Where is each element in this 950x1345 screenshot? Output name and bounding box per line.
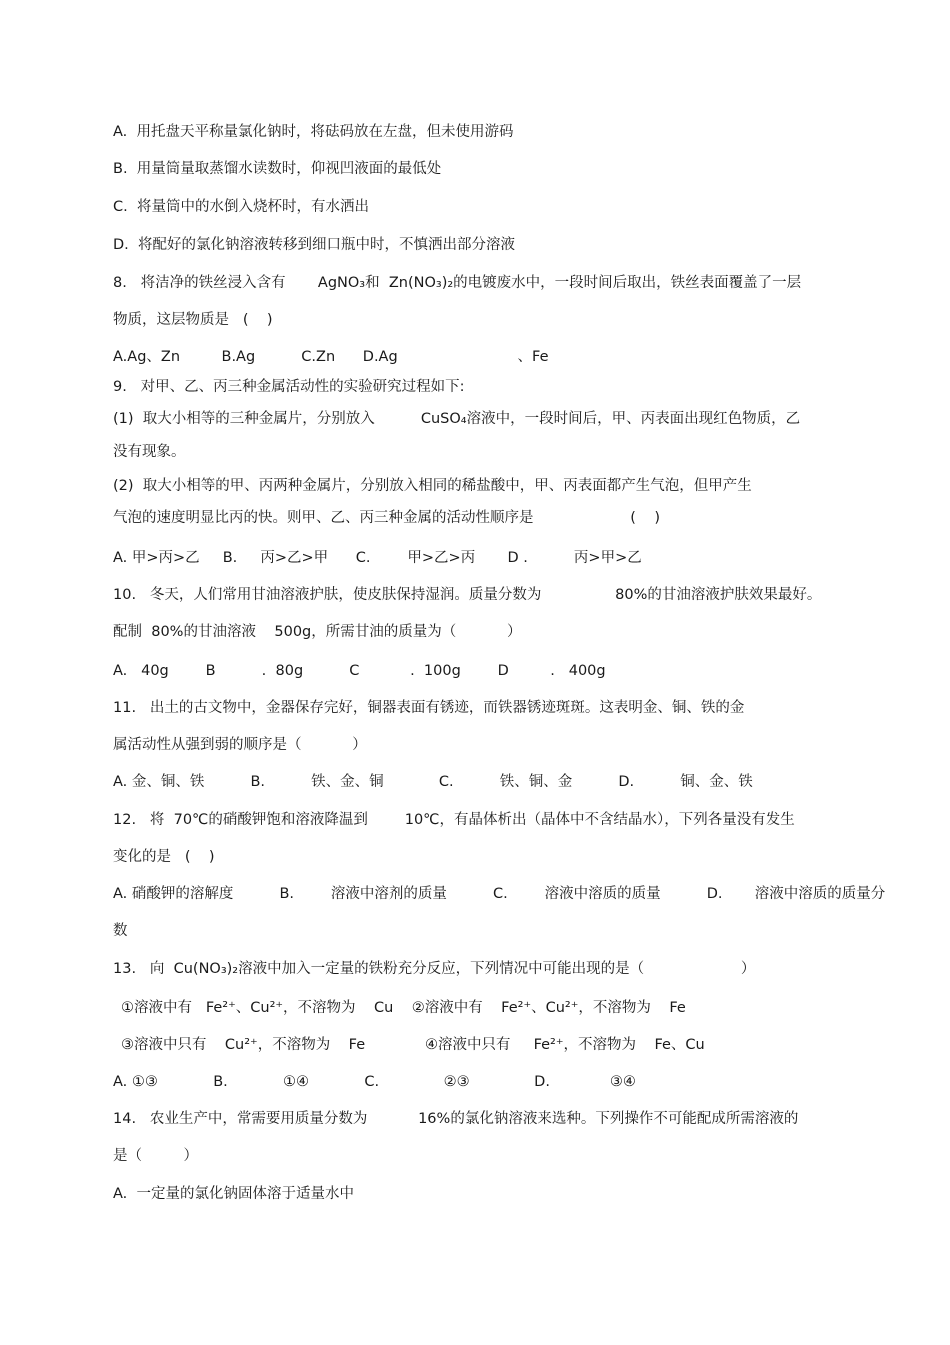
question-9-step-1-cont: 没有现象。: [113, 444, 186, 460]
question-9-step-1: (1) 取大小相等的三种金属片，分别放入 CuSO₄溶液中，一段时间后，甲、丙表面出现红色物质，乙: [113, 411, 801, 427]
question-10-options: A. 40g B . 80g C . 100g D . 400g: [113, 663, 606, 679]
question-10-stem-cont: 配制 80%的甘油溶液 500g，所需甘油的质量为（ ）: [113, 624, 522, 640]
question-12-options: A. 硝酸钾的溶解度 B. 溶液中溶剂的质量 C. 溶液中溶质的质量 D. 溶液中溶质的质量分: [113, 886, 886, 902]
question-11-stem-cont: 属活动性从强到弱的顺序是（ ）: [113, 737, 367, 753]
question-14-stem-cont: 是（ ）: [113, 1148, 198, 1164]
question-13-cases-1-2: ①溶液中有 Fe²⁺、Cu²⁺，不溶物为 Cu ②溶液中有 Fe²⁺、Cu²⁺，不溶物为 Fe: [121, 1000, 686, 1016]
option-7c: C. 将量筒中的水倒入烧杯时，有水洒出: [113, 199, 369, 215]
question-13-stem: 13. 向 Cu(NO₃)₂溶液中加入一定量的铁粉充分反应，下列情况中可能出现的是（ ）: [113, 961, 756, 977]
option-7b: B. 用量筒量取蒸馏水读数时，仰视凹液面的最低处: [113, 161, 442, 177]
question-9-step-2-cont: 气泡的速度明显比丙的快。则甲、乙、丙三种金属的活动性顺序是 ( ): [113, 510, 661, 526]
option-14a: A. 一定量的氯化钠固体溶于适量水中: [113, 1186, 354, 1202]
option-7d: D. 将配好的氯化钠溶液转移到细口瓶中时，不慎洒出部分溶液: [113, 237, 515, 253]
question-10-stem: 10. 冬天，人们常用甘油溶液护肤，使皮肤保持湿润。质量分数为 80%的甘油溶液护肤效果最好。: [113, 587, 822, 603]
question-13-cases-3-4: ③溶液中只有 Cu²⁺，不溶物为 Fe ④溶液中只有 Fe²⁺，不溶物为 Fe、Cu: [121, 1037, 705, 1053]
question-13-options: A. ①③ B. ①④ C. ②③ D. ③④: [113, 1074, 636, 1090]
question-8-stem-cont: 物质，这层物质是 ( ): [113, 312, 273, 328]
question-9-options: A. 甲>丙>乙 B. 丙>乙>甲 C. 甲>乙>丙 D . 丙>甲>乙: [113, 550, 642, 566]
question-9-step-2: (2) 取大小相等的甲、丙两种金属片，分别放入相同的稀盐酸中，甲、丙表面都产生气泡，但甲产生: [113, 478, 752, 494]
question-8-options: A.Ag、Zn B.Ag C.Zn D.Ag 、Fe: [113, 349, 549, 365]
question-8-stem: 8. 将洁净的铁丝浸入含有 AgNO₃和 Zn(NO₃)₂的电镀废水中，一段时间后取出，铁丝表面覆盖了一层: [113, 275, 802, 291]
question-11-options: A. 金、铜、铁 B. 铁、金、铜 C. 铁、铜、金 D. 铜、金、铁: [113, 774, 753, 790]
question-9-stem: 9. 对甲、乙、丙三种金属活动性的实验研究过程如下:: [113, 379, 465, 395]
question-12-stem: 12. 将 70℃的硝酸钾饱和溶液降温到 10℃，有晶体析出（晶体中不含结晶水），下列各量没有发生: [113, 812, 795, 828]
question-12-stem-cont: 变化的是 ( ): [113, 849, 215, 865]
option-7a: A. 用托盘天平称量氯化钠时，将砝码放在左盘，但未使用游码: [113, 124, 514, 140]
question-12-options-cont: 数: [113, 923, 128, 939]
question-11-stem: 11. 出土的古文物中，金器保存完好，铜器表面有锈迹，而铁器锈迹斑斑。这表明金、铜、铁的金: [113, 700, 745, 716]
question-14-stem: 14. 农业生产中，常需要用质量分数为 16%的氯化钠溶液来选种。下列操作不可能配成所需溶液的: [113, 1111, 799, 1127]
